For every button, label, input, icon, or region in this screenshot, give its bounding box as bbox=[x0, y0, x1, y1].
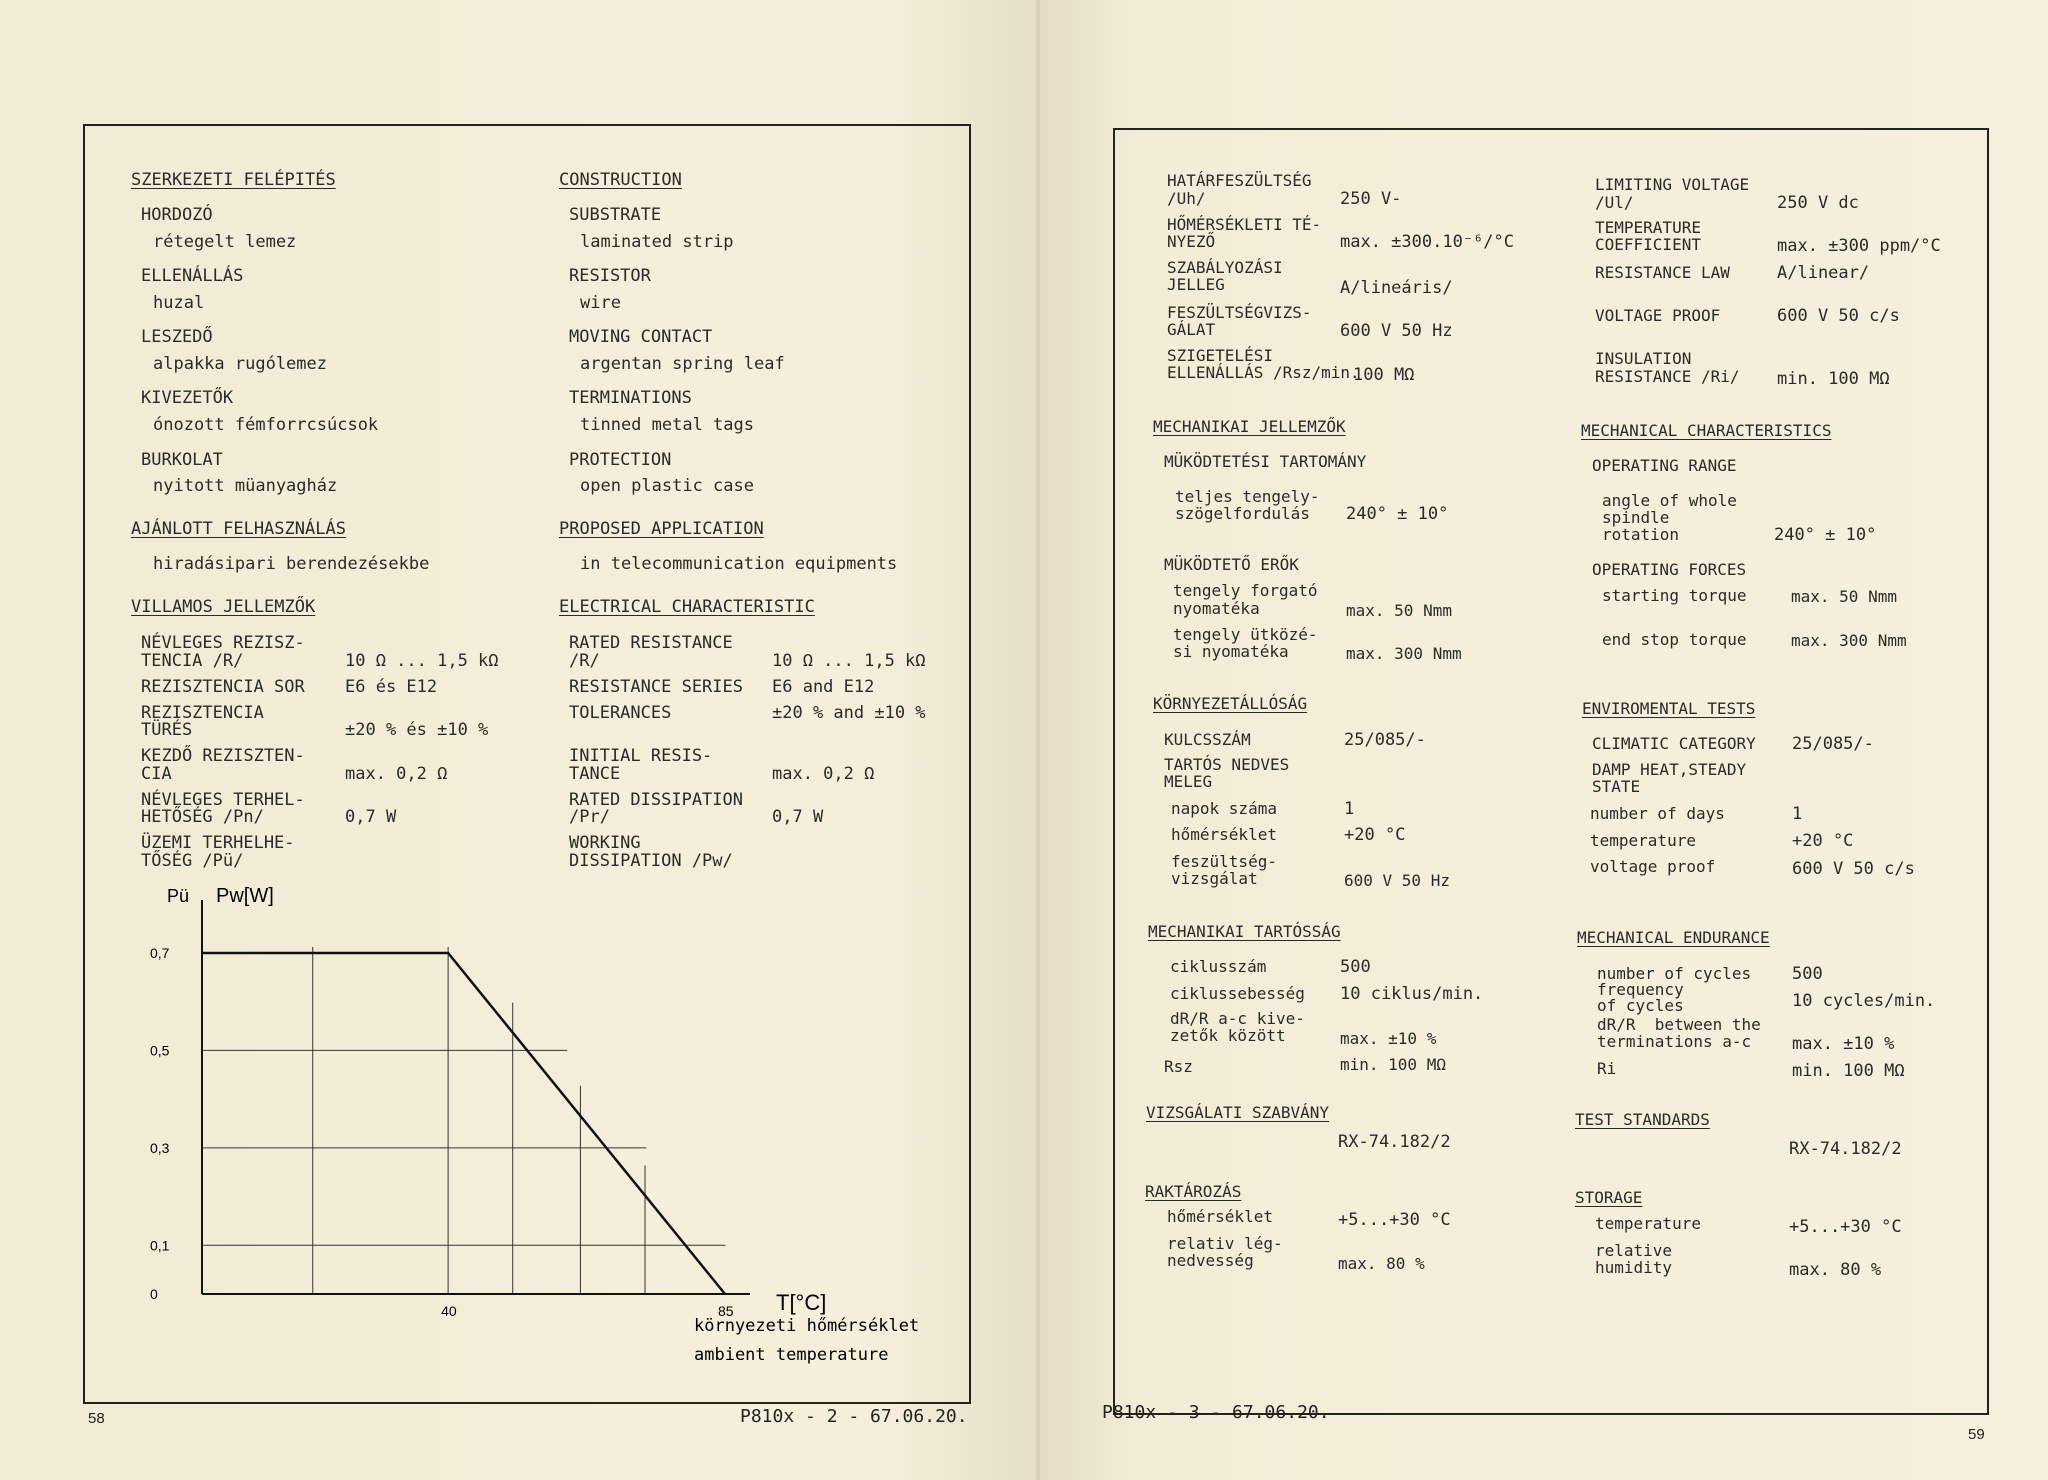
hu-limit-l1: HATÁRFESZÜLTSÉG bbox=[1167, 171, 1312, 190]
hu-insul-l2: ELLENÁLLÁS /Rsz/min. bbox=[1167, 363, 1360, 382]
en-freq-value: 10 cycles/min. bbox=[1792, 991, 1936, 1011]
hu-tempcoef-l1: HŐMÉRSÉKLETI TÉ- bbox=[1167, 215, 1322, 234]
en-rated-resistance-l1: RATED RESISTANCE bbox=[569, 633, 733, 653]
en-tolerance-label: TOLERANCES bbox=[569, 703, 672, 723]
en-substrate-value: laminated strip bbox=[580, 232, 734, 252]
hu-initial-value: max. 0,2 Ω bbox=[345, 764, 448, 784]
hu-angle-l1: teljes tengely- bbox=[1175, 487, 1320, 506]
en-angle-l1: angle of whole bbox=[1602, 491, 1737, 510]
hu-protection-label: BURKOLAT bbox=[141, 450, 223, 470]
hu-vp-value: 600 V 50 Hz bbox=[1344, 871, 1450, 890]
en-rated-diss-l2: /Pr/ bbox=[569, 807, 610, 827]
hu-endur-title: MECHANIKAI TARTÓSSÁG bbox=[1148, 922, 1341, 941]
left-page-number: 58 bbox=[88, 1410, 105, 1427]
en-substrate-label: SUBSTRATE bbox=[569, 205, 662, 225]
right-page bbox=[1040, 0, 2048, 1480]
hu-resistor-value: huzal bbox=[153, 293, 205, 313]
hu-drr-value: max. ±10 % bbox=[1340, 1029, 1437, 1048]
hu-cycles-value: 500 bbox=[1340, 957, 1371, 977]
hu-voltproof-l2: GÁLAT bbox=[1167, 320, 1216, 339]
en-working-l1: WORKING bbox=[569, 833, 641, 853]
en-st-hum-l1: relative bbox=[1595, 1241, 1673, 1260]
en-endur-title: MECHANICAL ENDURANCE bbox=[1577, 928, 1770, 947]
en-temp-label: temperature bbox=[1590, 831, 1696, 850]
hu-insul-l1: SZIGETELÉSI bbox=[1167, 346, 1273, 365]
en-tempcoef-value: max. ±300 ppm/°C bbox=[1777, 236, 1941, 256]
en-contact-label: MOVING CONTACT bbox=[569, 327, 713, 347]
hu-construction-title: SZERKEZETI FELÉPITÉS bbox=[131, 170, 336, 190]
en-days-label: number of days bbox=[1590, 804, 1725, 823]
en-limit-l2: /Ul/ bbox=[1595, 193, 1634, 212]
en-drr-value: max. ±10 % bbox=[1792, 1034, 1895, 1054]
hu-working-l2: TŐSÉG /Pü/ bbox=[141, 851, 244, 871]
hu-tempcoef-value: max. ±300.10⁻⁶/°C bbox=[1340, 232, 1514, 252]
en-limit-value: 250 V dc bbox=[1777, 193, 1859, 213]
en-voltproof-value: 600 V 50 c/s bbox=[1777, 306, 1900, 326]
hu-tempcoef-l2: NYEZŐ bbox=[1167, 232, 1216, 251]
en-ri-value: min. 100 MΩ bbox=[1792, 1061, 1905, 1081]
hu-rated-resistance-l2: TENCIA /R/ bbox=[141, 651, 244, 671]
en-terminations-label: TERMINATIONS bbox=[569, 388, 692, 408]
hu-st-hum-value: max. 80 % bbox=[1338, 1254, 1425, 1273]
hu-voltproof-l1: FESZÜLTSÉGVIZS- bbox=[1167, 303, 1312, 322]
en-env-title: ENVIROMENTAL TESTS bbox=[1582, 699, 1756, 718]
en-law-value: A/linear/ bbox=[1777, 263, 1870, 283]
en-insul-l1: INSULATION bbox=[1595, 349, 1692, 368]
hu-cycles-label: ciklusszám bbox=[1170, 957, 1267, 976]
derating-line bbox=[202, 953, 725, 1294]
hu-law-l2: JELLEG bbox=[1167, 275, 1225, 294]
hu-days-value: 1 bbox=[1344, 799, 1355, 819]
hu-climatic-label: KULCSSZÁM bbox=[1164, 730, 1251, 749]
en-insul-value: min. 100 MΩ bbox=[1777, 369, 1890, 389]
hu-protection-value: nyitott müanyagház bbox=[153, 476, 338, 496]
en-voltproof-label: VOLTAGE PROOF bbox=[1595, 306, 1721, 325]
en-torque-value: max. 50 Nmm bbox=[1791, 587, 1897, 606]
hu-std-title: VIZSGÁLATI SZABVÁNY bbox=[1146, 1103, 1330, 1122]
hu-limit-l2: /Uh/ bbox=[1167, 189, 1206, 208]
hu-damp-l1: TARTÓS NEDVES bbox=[1164, 755, 1290, 774]
en-climatic-label: CLIMATIC CATEGORY bbox=[1592, 734, 1756, 753]
en-days-value: 1 bbox=[1792, 804, 1803, 824]
en-torque-label: starting torque bbox=[1602, 586, 1747, 605]
en-initial-l1: INITIAL RESIS- bbox=[569, 746, 713, 766]
hu-law-l1: SZABÁLYOZÁSI bbox=[1167, 258, 1283, 277]
en-damp-l2: STATE bbox=[1592, 777, 1641, 796]
en-limit-l1: LIMITING VOLTAGE bbox=[1595, 175, 1750, 194]
hu-env-title: KÖRNYEZETÁLLÓSÁG bbox=[1153, 694, 1308, 713]
hu-climatic-value: 25/085/- bbox=[1344, 730, 1426, 750]
hu-st-temp-label: hőmérséklet bbox=[1167, 1207, 1273, 1226]
hu-torque-l1: tengely forgató bbox=[1173, 581, 1318, 600]
en-rated-diss-value: 0,7 W bbox=[772, 807, 824, 827]
en-initial-l2: TANCE bbox=[569, 764, 621, 784]
hu-days-label: napok száma bbox=[1171, 799, 1277, 818]
y-tick-label: 0,5 bbox=[150, 1042, 170, 1059]
x-label-unit: T[°C] bbox=[776, 1290, 827, 1315]
en-vp-label: voltage proof bbox=[1590, 857, 1716, 876]
right-page-number: 59 bbox=[1968, 1426, 1985, 1443]
hu-drr-l1: dR/R a-c kive- bbox=[1170, 1009, 1305, 1028]
hu-mech-title: MECHANIKAI JELLEMZŐK bbox=[1153, 417, 1346, 436]
hu-rated-diss-value: 0,7 W bbox=[345, 807, 397, 827]
en-st-hum-value: max. 80 % bbox=[1789, 1260, 1882, 1280]
hu-st-hum-l2: nedvesség bbox=[1167, 1251, 1254, 1270]
hu-contact-value: alpakka rugólemez bbox=[153, 354, 327, 374]
hu-tolerance-l2: TÜRÉS bbox=[141, 720, 193, 740]
en-series-label: RESISTANCE SERIES bbox=[569, 677, 743, 697]
en-std-value: RX-74.182/2 bbox=[1789, 1139, 1902, 1159]
hu-angle-l2: szögelfordulás bbox=[1175, 504, 1310, 523]
hu-rsz-value: min. 100 MΩ bbox=[1340, 1055, 1446, 1074]
hu-vp-l1: feszültség- bbox=[1171, 852, 1277, 871]
en-protection-value: open plastic case bbox=[580, 476, 754, 496]
en-tolerance-value: ±20 % and ±10 % bbox=[772, 703, 926, 723]
hu-vp-l2: vizsgálat bbox=[1171, 869, 1258, 888]
en-freq-l2: of cycles bbox=[1597, 996, 1684, 1015]
en-application-title: PROPOSED APPLICATION bbox=[559, 519, 764, 539]
hu-std-value: RX-74.182/2 bbox=[1338, 1132, 1451, 1152]
hu-series-label: REZISZTENCIA SOR bbox=[141, 677, 305, 697]
hu-rated-diss-l2: HETŐSÉG /Pn/ bbox=[141, 807, 264, 827]
en-rated-diss-l1: RATED DISSIPATION bbox=[569, 790, 743, 810]
hu-electrical-title: VILLAMOS JELLEMZŐK bbox=[131, 597, 316, 617]
en-forces-label: OPERATING FORCES bbox=[1592, 560, 1747, 579]
hu-speed-label: ciklussebesség bbox=[1170, 984, 1305, 1003]
hu-initial-l2: CIA bbox=[141, 764, 172, 784]
hu-st-hum-l1: relativ lég- bbox=[1167, 1234, 1283, 1253]
en-law-label: RESISTANCE LAW bbox=[1595, 263, 1730, 282]
en-application-value: in telecommunication equipments bbox=[580, 554, 898, 574]
en-cycles-value: 500 bbox=[1792, 964, 1823, 984]
hu-application-value: hiradásipari berendezésekbe bbox=[153, 554, 430, 574]
y-tick-label: 0 bbox=[150, 1286, 158, 1302]
hu-rated-resistance-l1: NÉVLEGES REZISZ- bbox=[141, 633, 305, 653]
en-resistor-value: wire bbox=[580, 293, 621, 313]
en-damp-l1: DAMP HEAT,STEADY bbox=[1592, 760, 1747, 779]
en-angle-l3: rotation bbox=[1602, 525, 1680, 544]
hu-stop-l2: si nyomatéka bbox=[1173, 642, 1289, 661]
hu-tolerance-value: ±20 % és ±10 % bbox=[345, 720, 489, 740]
en-freq-l1: frequency bbox=[1597, 980, 1684, 999]
en-series-value: E6 and E12 bbox=[772, 677, 875, 697]
x-label-en: ambient temperature bbox=[694, 1345, 889, 1365]
hu-damp-l2: MELEG bbox=[1164, 772, 1213, 791]
en-resistor-label: RESISTOR bbox=[569, 266, 651, 286]
hu-speed-value: 10 ciklus/min. bbox=[1340, 984, 1484, 1004]
chart-ticks bbox=[150, 945, 734, 1319]
hu-forces-label: MÜKÖDTETŐ ERŐK bbox=[1164, 555, 1299, 574]
hu-torque-value: max. 50 Nmm bbox=[1346, 601, 1452, 620]
hu-substrate-label: HORDOZÓ bbox=[141, 205, 213, 225]
en-working-l2: DISSIPATION /Pw/ bbox=[569, 851, 733, 871]
en-construction-title: CONSTRUCTION bbox=[559, 170, 682, 190]
x-tick-label: 40 bbox=[441, 1303, 457, 1319]
en-std-title: TEST STANDARDS bbox=[1575, 1110, 1710, 1129]
en-stop-value: max. 300 Nmm bbox=[1791, 631, 1907, 650]
hu-storage-title: RAKTÁROZÁS bbox=[1145, 1182, 1242, 1201]
hu-limit-value: 250 V- bbox=[1340, 189, 1402, 209]
x-tick-label: 85 bbox=[718, 1303, 734, 1319]
left-footer: P810x - 2 - 67.06.20. bbox=[740, 1406, 968, 1427]
y-tick-label: 0,7 bbox=[150, 945, 170, 961]
hu-voltproof-value: 600 V 50 Hz bbox=[1340, 321, 1453, 341]
hu-drr-l2: zetők között bbox=[1170, 1026, 1286, 1045]
en-ri-label: Ri bbox=[1597, 1059, 1617, 1078]
hu-rated-diss-l1: NÉVLEGES TERHEL- bbox=[141, 790, 305, 810]
en-drr-l2: terminations a-c bbox=[1597, 1032, 1752, 1051]
hu-working-l1: ÜZEMI TERHELHE- bbox=[141, 833, 295, 853]
x-label-hu: környezeti hőmérséklet bbox=[694, 1316, 920, 1336]
right-footer: P810x - 3 - 67.06.20. bbox=[1102, 1402, 1330, 1423]
hu-angle-value: 240° ± 10° bbox=[1346, 504, 1449, 524]
en-contact-value: argentan spring leaf bbox=[580, 354, 785, 374]
hu-application-title: AJÁNLOTT FELHASZNÁLÁS bbox=[131, 519, 346, 539]
en-storage-title: STORAGE bbox=[1575, 1188, 1643, 1207]
y-label-pw: Pw[W] bbox=[216, 885, 274, 907]
en-oprange-label: OPERATING RANGE bbox=[1592, 456, 1737, 475]
chart-grid bbox=[202, 947, 725, 1294]
hu-temp-value: +20 °C bbox=[1344, 825, 1406, 845]
en-electrical-title: ELECTRICAL CHARACTERISTIC bbox=[559, 597, 815, 617]
hu-stop-value: max. 300 Nmm bbox=[1346, 644, 1462, 663]
hu-st-temp-value: +5...+30 °C bbox=[1338, 1210, 1451, 1230]
en-cycles-label: number of cycles bbox=[1597, 964, 1752, 983]
en-mech-title: MECHANICAL CHARACTERISTICS bbox=[1581, 421, 1832, 440]
hu-law-value: A/lineáris/ bbox=[1340, 278, 1453, 298]
derating-chart bbox=[150, 880, 950, 1380]
en-terminations-value: tinned metal tags bbox=[580, 415, 754, 435]
hu-substrate-value: rétegelt lemez bbox=[153, 232, 297, 252]
en-vp-value: 600 V 50 c/s bbox=[1792, 859, 1915, 879]
en-drr-l1: dR/R between the bbox=[1597, 1015, 1761, 1034]
hu-tolerance-l1: REZISZTENCIA bbox=[141, 703, 264, 723]
en-stop-label: end stop torque bbox=[1602, 630, 1747, 649]
y-tick-label: 0,1 bbox=[150, 1237, 170, 1254]
en-st-hum-l2: humidity bbox=[1595, 1258, 1673, 1277]
en-initial-value: max. 0,2 Ω bbox=[772, 764, 875, 784]
hu-terminations-value: ónozott fémforrcsúcsok bbox=[153, 415, 379, 435]
hu-oprange-label: MÜKÖDTETÉSI TARTOMÁNY bbox=[1164, 452, 1367, 471]
hu-torque-l2: nyomatéka bbox=[1173, 599, 1260, 618]
en-climatic-value: 25/085/- bbox=[1792, 734, 1874, 754]
y-label-pu: Pü bbox=[167, 886, 190, 906]
en-st-temp-value: +5...+30 °C bbox=[1789, 1217, 1902, 1237]
hu-terminations-label: KIVEZETŐK bbox=[141, 388, 234, 408]
en-tempcoef-l2: COEFFICIENT bbox=[1595, 235, 1701, 254]
hu-resistor-label: ELLENÁLLÁS bbox=[141, 266, 244, 286]
y-tick-label: 0,3 bbox=[150, 1139, 170, 1156]
en-protection-label: PROTECTION bbox=[569, 450, 672, 470]
en-tempcoef-l1: TEMPERATURE bbox=[1595, 218, 1701, 237]
en-insul-l2: RESISTANCE /Ri/ bbox=[1595, 367, 1740, 386]
hu-rsz-label: Rsz bbox=[1164, 1057, 1193, 1076]
hu-contact-label: LESZEDŐ bbox=[141, 327, 213, 347]
en-rated-resistance-value: 10 Ω ... 1,5 kΩ bbox=[772, 651, 926, 671]
hu-insul-value: 100 MΩ bbox=[1353, 365, 1415, 385]
hu-stop-l1: tengely ütközé- bbox=[1173, 625, 1318, 644]
hu-rated-resistance-value: 10 Ω ... 1,5 kΩ bbox=[345, 651, 499, 671]
en-rated-resistance-l2: /R/ bbox=[569, 651, 600, 671]
hu-initial-l1: KEZDŐ REZISZTEN- bbox=[141, 746, 305, 766]
en-st-temp-label: temperature bbox=[1595, 1214, 1701, 1233]
en-angle-l2: spindle bbox=[1602, 508, 1670, 527]
en-temp-value: +20 °C bbox=[1792, 831, 1854, 851]
en-angle-value: 240° ± 10° bbox=[1774, 525, 1877, 545]
hu-temp-label: hőmérséklet bbox=[1171, 825, 1277, 844]
hu-series-value: E6 és E12 bbox=[345, 677, 438, 697]
